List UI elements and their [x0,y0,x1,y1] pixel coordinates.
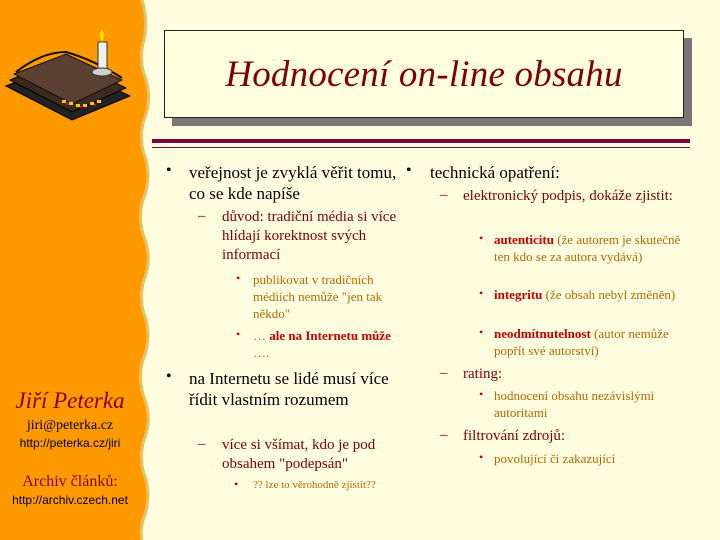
integrity-term: integritu [494,287,543,302]
bullet-dot-small: • [479,325,484,339]
left-point-1-sub-b-emphasis: ale na Internetu může [269,328,391,343]
bullet-dash: – [198,208,206,224]
bullet-dot-small: • [236,271,241,285]
left-point-1-sub-b [253,327,403,361]
bullet-dash: – [198,436,206,452]
authenticity-desc: (že autorem je skutečně ten kdo se za autora vydává) [494,232,681,264]
author-homepage-link[interactable]: http://peterka.cz/jiri [19,436,121,450]
left-point-2-sub-a: ?? lze to věrohodně zjistit?? [253,479,376,491]
non-repudiation-desc: (autor nemůže popřít své autorství) [494,326,669,358]
title-box [164,30,684,118]
authenticity-term: autenticitu [494,232,554,247]
bullet-dot-small: • [479,450,484,464]
left-point-2: na Internetu se lidé musí více řídit vlastním rozumem [189,369,389,409]
right-point-1-sub-b [494,286,694,303]
title-divider-thin [152,147,690,148]
non-repudiation-term: neodmítnutelnost [494,326,591,341]
slide-title: Hodnocení on-line obsahu [225,53,623,95]
sidebar [0,0,140,540]
left-point-1-sub-a: publikovat v tradičních médiích nemůže "jen tak někdo" [253,272,383,321]
left-point-1-sub-b-post: …. [253,345,270,360]
left-point-1-sub: důvod: tradiční média si více hlídají korektnost svých informací [222,209,397,263]
bullet-dash: – [440,365,448,381]
right-point-2-sub: hodnocení obsahu nezávislými autoritami [494,388,655,420]
torn-paper-edge [132,0,154,540]
bullet-dot-small: • [479,286,484,300]
left-point-1: veřejnost je zvyklá věřit tomu, co se kde napíše [189,163,397,203]
author-email[interactable]: jiri@peterka.cz [26,418,114,433]
bullet-dot-small: • [234,477,239,491]
archive-title: Archiv článků: [22,473,118,490]
bullet-dot-small: • [479,387,484,401]
right-point-1-sub-c [494,325,694,359]
archive-link[interactable]: http://archiv.czech.net [12,493,128,507]
left-point-2-sub: více si všímat, kdo je pod obsahem "podepsán" [222,437,376,472]
bullet-dot-small: • [479,231,484,245]
right-point-1-sub-a [494,231,694,265]
bullet-dot: • [406,162,412,179]
bullet-dot: • [166,368,172,385]
title-divider-thick [152,139,690,143]
integrity-desc: (že obsah nebyl změněn) [542,287,676,302]
author-name: Jiří Peterka [15,388,125,413]
right-point-3-sub: povolující či zakazující [494,451,616,466]
bullet-dash: – [440,187,448,203]
right-point-1-sub: elektronický podpis, dokáže zjistit: [463,188,673,204]
right-point-3: filtrování zdrojů: [463,428,566,444]
left-point-1-sub-b-pre: … [253,328,270,343]
book-candle-logo-icon [2,24,134,124]
bullet-dot-small: • [236,327,241,341]
bullet-dash: – [440,427,448,443]
right-point-2: rating: [463,366,503,382]
bullet-dot: • [166,162,172,179]
right-point-1: technická opatření: [430,163,560,182]
